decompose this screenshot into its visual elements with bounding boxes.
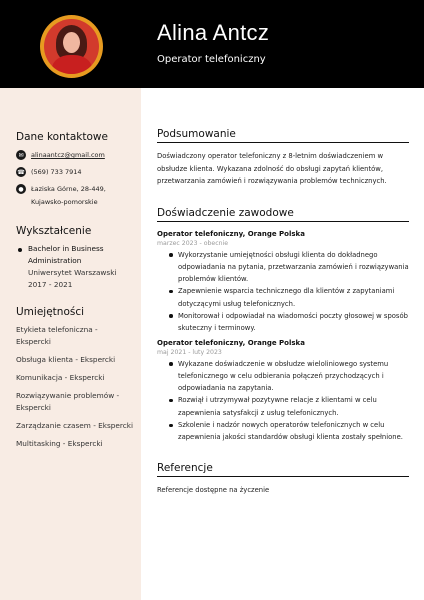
- location-pin-icon: ●: [16, 184, 26, 194]
- education-heading: Wykształcenie: [16, 225, 92, 237]
- summary-heading: Podsumowanie: [157, 128, 409, 143]
- list-item: Szkolenie i nadzór nowych operatorów telefonicznych w celu zapewnienia jakości standardów obsługi klienta zostały spełnione.: [169, 419, 409, 444]
- references-heading: Referencje: [157, 462, 409, 477]
- education-item: [16, 243, 134, 291]
- phone-text: (569) 733 7914: [31, 168, 82, 176]
- contact-section: [16, 131, 134, 213]
- education-school: Uniwersytet Warszawski: [28, 268, 117, 277]
- contact-address: [16, 183, 134, 209]
- email-link[interactable]: alinaantcz@gmail.com: [31, 151, 105, 159]
- list-item: Monitorował i odpowiadał na wiadomości poczty głosowej w sposób skuteczny i terminowy.: [169, 310, 409, 335]
- skill-item: Zarządzanie czasem - Ekspercki: [16, 421, 134, 430]
- skill-item: Multitasking - Ekspercki: [16, 439, 103, 448]
- job-dates: marzec 2023 - obecnie: [157, 239, 229, 247]
- contact-email[interactable]: [16, 149, 134, 162]
- skill-item: Etykieta telefoniczna - Ekspercki: [16, 325, 98, 346]
- address-text: Łaziska Górne, 28-449, Kujawsko-pomorskie: [31, 185, 106, 206]
- list-item: Rozwiął i utrzymywał pozytywne relacje z klientami w celu zapewnienia satysfakcji z usług telefonicznych.: [169, 394, 409, 419]
- skill-item: Obsługa klienta - Ekspercki: [16, 355, 116, 364]
- references-text: Referencje dostępne na życzenie: [157, 485, 270, 494]
- job-bullets: [169, 249, 409, 335]
- skill-item: Rozwiązywanie problemów - Ekspercki: [16, 391, 120, 412]
- email-icon: ✉: [16, 150, 26, 160]
- list-item: Wykorzystanie umiejętności obsługi klienta do dokładnego odpowiadania na pytania, przetwarzania zamówień i rozwiązywania problemów klientów.: [169, 249, 409, 286]
- profile-photo: [40, 15, 103, 78]
- skill-item: Komunikacja - Ekspercki: [16, 373, 105, 382]
- main-content: [157, 128, 409, 496]
- job-entry: [157, 338, 409, 444]
- skills-section: [16, 306, 134, 456]
- education-degree: Bachelor in Business Administration: [28, 244, 104, 265]
- list-item: Zapewnienie wsparcia technicznego dla klientów z zapytaniami dotyczącymi usług telefonicznych.: [169, 285, 409, 310]
- summary-text: Doświadczony operator telefoniczny z 8-letnim doświadczeniem w obsłudze klienta. Wykazana zdolność do obsługi zapytań klientów, przetwarzania zamówień i rozwiązywania problemów technicznych.: [157, 152, 387, 185]
- job-dates: maj 2021 - luty 2023: [157, 348, 222, 356]
- phone-icon: ☎: [17, 168, 25, 176]
- contact-phone: [16, 166, 134, 179]
- job-entry: [157, 229, 409, 335]
- skills-heading: Umiejętności: [16, 306, 85, 318]
- job-bullets: [169, 358, 409, 444]
- education-section: [16, 225, 134, 291]
- list-item: Wykazane doświadczenie w obsłudze wieloliniowego systemu telefonicznego w celu odbierania połączeń przychodzących i odpowiadania na zapytania.: [169, 358, 409, 395]
- bullet-icon: [18, 248, 22, 252]
- avatar: [44, 19, 99, 74]
- contact-heading: Dane kontaktowe: [16, 131, 108, 143]
- candidate-role: Operator telefoniczny: [157, 54, 266, 65]
- education-years: 2017 - 2021: [28, 280, 73, 289]
- candidate-name: Alina Antcz: [157, 20, 270, 45]
- job-title: Operator telefoniczny, Orange Polska: [157, 229, 305, 238]
- job-title: Operator telefoniczny, Orange Polska: [157, 338, 305, 347]
- experience-heading: Doświadczenie zawodowe: [157, 207, 409, 222]
